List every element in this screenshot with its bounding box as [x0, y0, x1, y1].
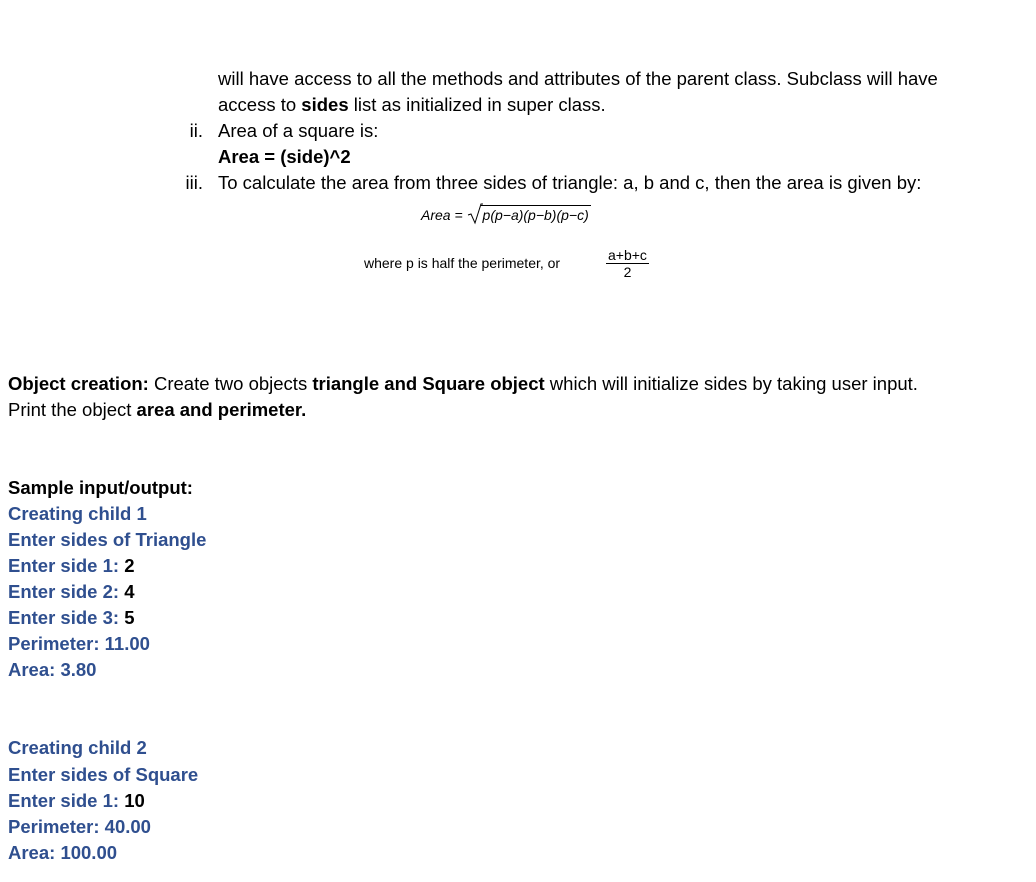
- sample-heading: Sample input/output:: [8, 477, 193, 498]
- sqrt-sign-icon: [467, 203, 483, 225]
- formula-area-label: Area =: [421, 207, 467, 223]
- object-creation-bold-1: triangle and Square object: [312, 373, 545, 394]
- child2-creating: Creating child 2: [8, 737, 147, 758]
- child1-area: Area: 3.80: [8, 659, 97, 680]
- side-label: Enter side 3:: [8, 607, 125, 628]
- sides-keyword: sides: [301, 94, 349, 115]
- fraction-numerator: a+b+c: [608, 247, 647, 263]
- object-creation-text-3: Print the object: [8, 399, 137, 420]
- side-value: 4: [124, 581, 135, 602]
- square-area-formula: Area = (side)^2: [218, 146, 351, 167]
- intro-text-a: access to: [218, 94, 302, 115]
- item-iii-number: iii.: [185, 172, 203, 193]
- side-label: Enter side 2:: [8, 581, 125, 602]
- side-value: 10: [124, 790, 145, 811]
- child1-side-2: [8, 581, 134, 603]
- where-text: where p is half the perimeter, or: [364, 255, 561, 271]
- item-iii-text: To calculate the area from three sides of triangle: a, b and c, then the area is given by:: [218, 172, 922, 193]
- object-creation-text-2: which will initialize sides by taking user input.: [544, 373, 918, 394]
- child2-enter-sides: Enter sides of Square: [8, 764, 199, 785]
- intro-line-2: [218, 94, 606, 116]
- square-root: [467, 205, 591, 224]
- item-ii-number: ii.: [189, 120, 203, 141]
- child2-area: Area: 100.00: [8, 842, 118, 863]
- child1-side-3: [8, 607, 134, 629]
- child1-enter-sides: Enter sides of Triangle: [8, 529, 207, 550]
- child1-perimeter: Perimeter: 11.00: [8, 633, 150, 654]
- side-label: Enter side 1:: [8, 790, 125, 811]
- item-ii-text: Area of a square is:: [218, 120, 379, 141]
- object-creation-bold-2: area and perimeter.: [136, 399, 307, 420]
- intro-text-c: list as initialized in super class.: [348, 94, 606, 115]
- child2-perimeter: Perimeter: 40.00: [8, 816, 151, 837]
- formula-radicand: p(p−a)(p−b)(p−c): [482, 207, 589, 223]
- object-creation-text-1: Create two objects: [148, 373, 313, 394]
- child1-side-1: [8, 555, 134, 577]
- perimeter-fraction: [606, 247, 649, 280]
- fraction-denominator: 2: [623, 264, 632, 280]
- side-value: 2: [124, 555, 135, 576]
- child1-creating: Creating child 1: [8, 503, 147, 524]
- object-creation-line-2: [8, 399, 306, 421]
- side-label: Enter side 1:: [8, 555, 125, 576]
- side-value: 5: [124, 607, 135, 628]
- object-creation-label: Object creation:: [8, 373, 149, 394]
- object-creation-line-1: [8, 373, 918, 395]
- intro-line-1: will have access to all the methods and attributes of the parent class. Subclass will have: [218, 68, 938, 89]
- child2-side-1: [8, 790, 145, 812]
- heron-formula: [421, 205, 591, 224]
